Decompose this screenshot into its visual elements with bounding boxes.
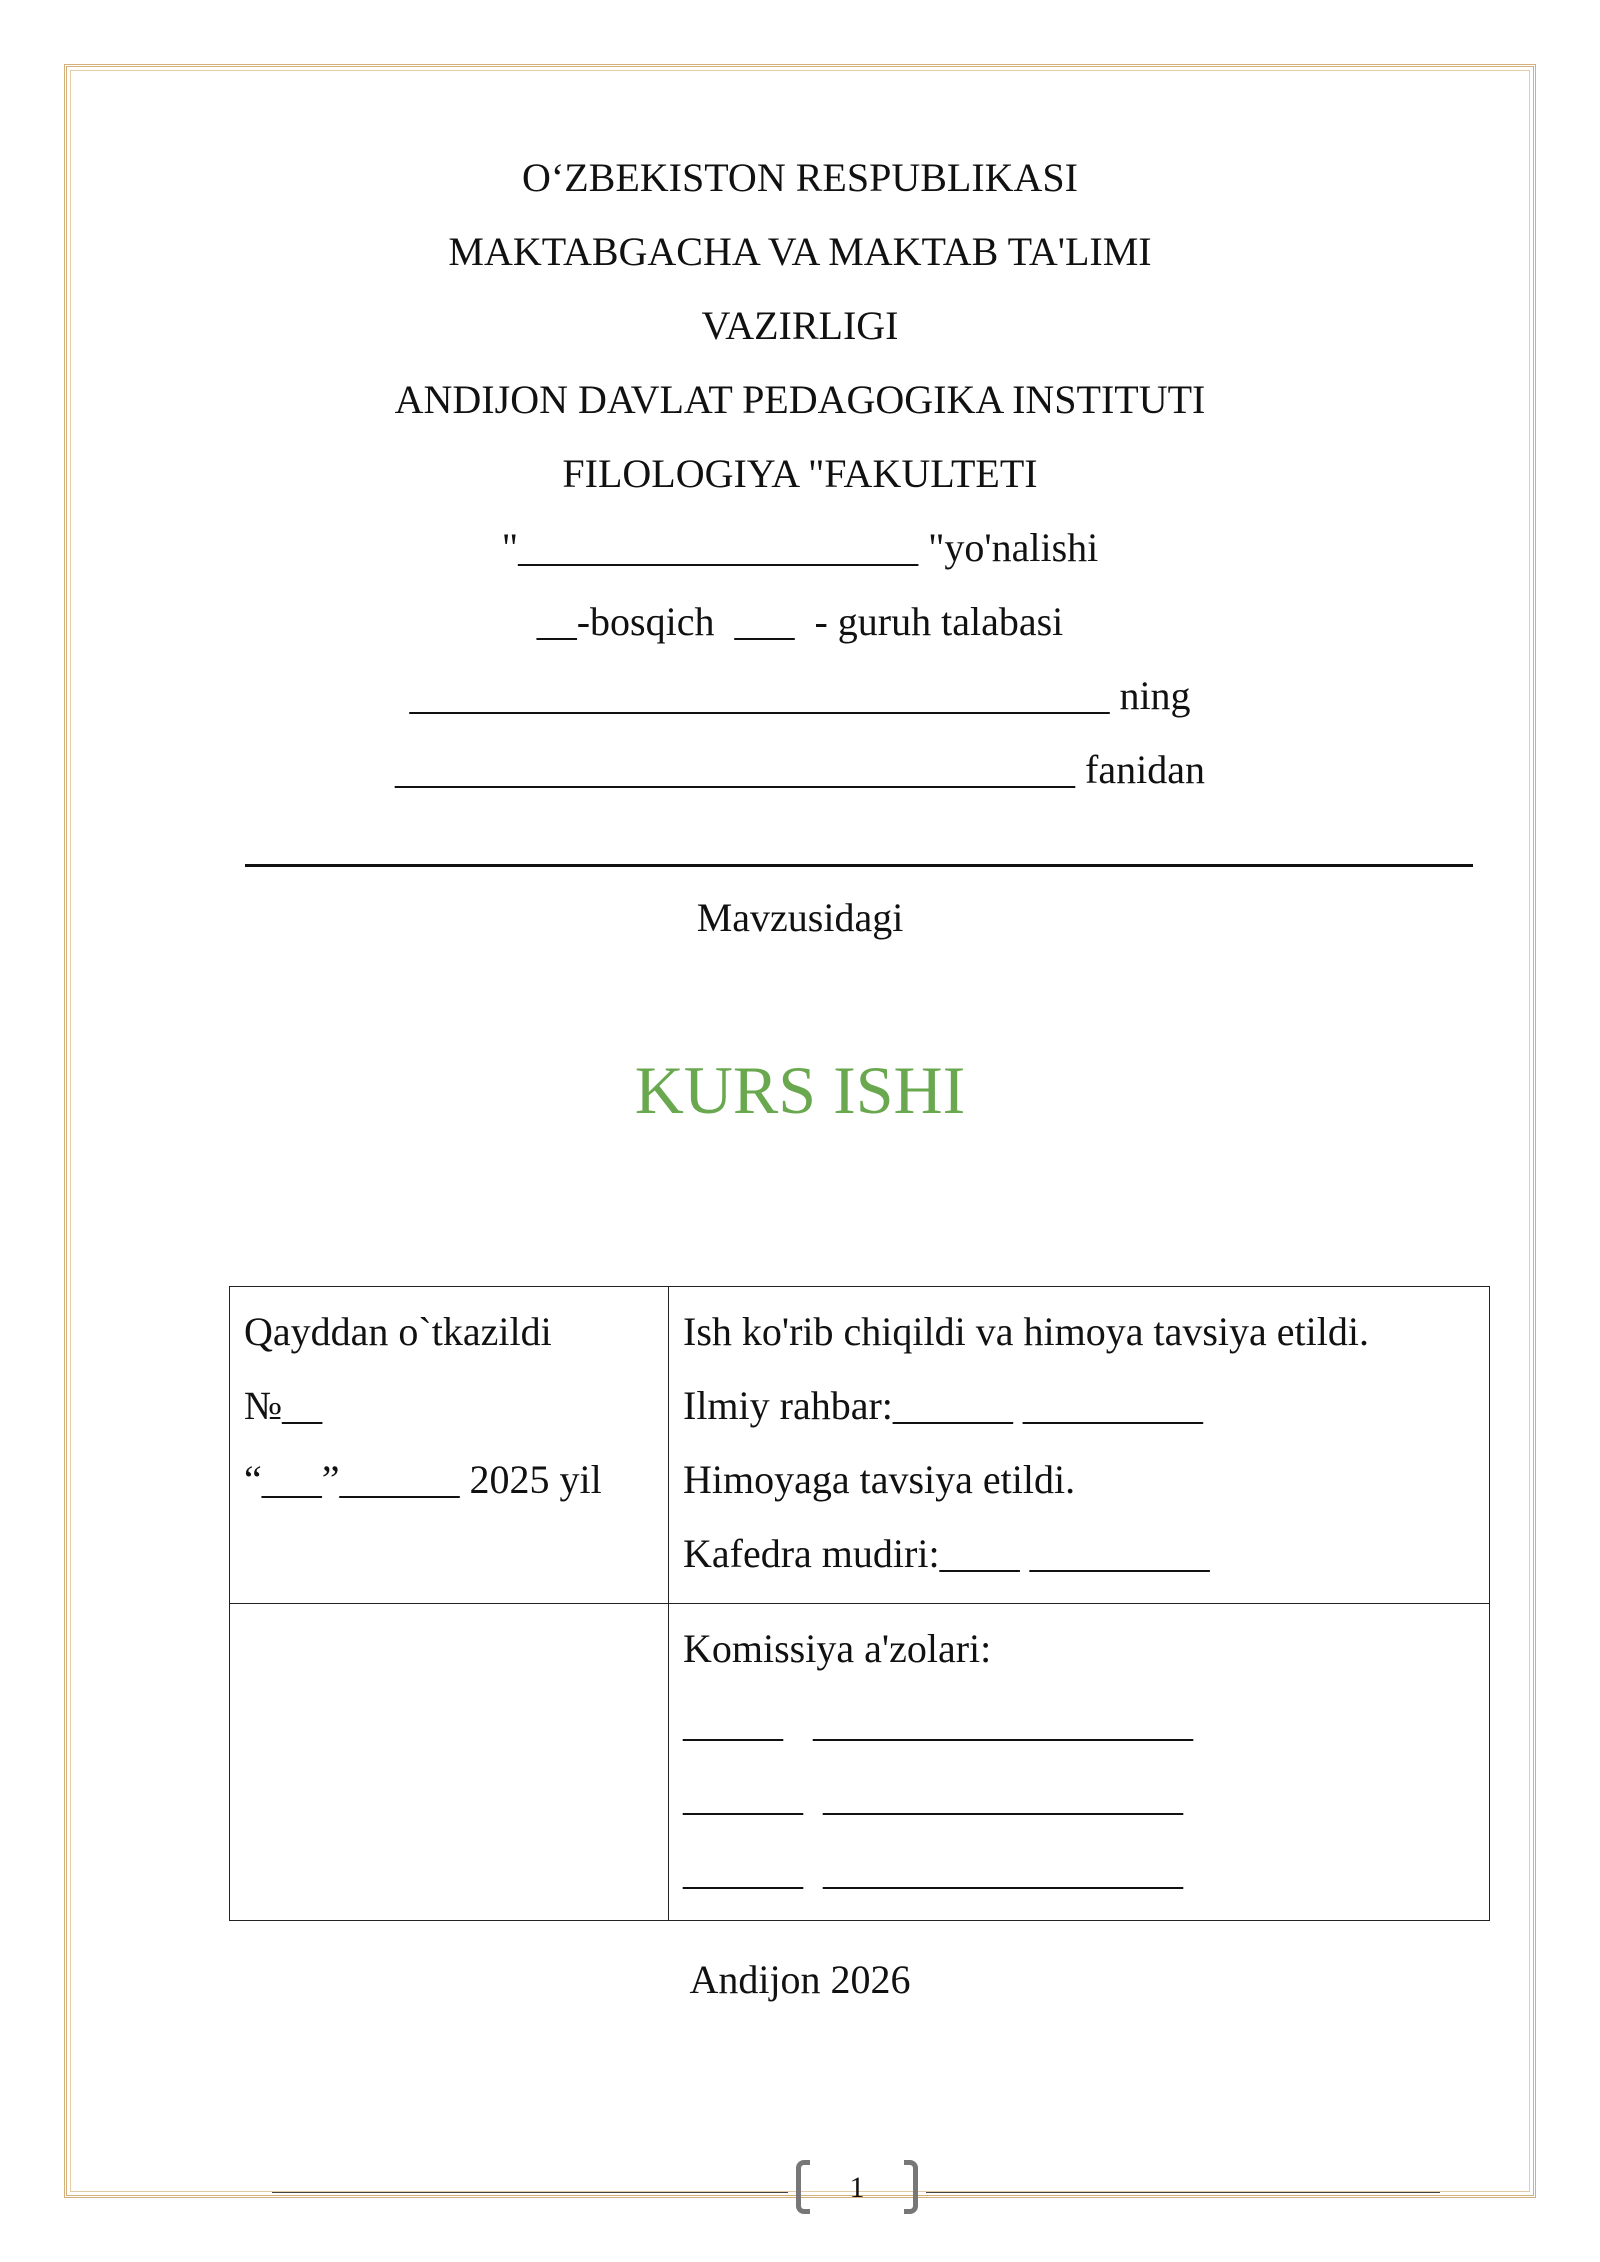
subject-line: __________________________________ fanidan (395, 747, 1205, 792)
course-group-line: __-bosqich ___ - guruh talabasi (536, 599, 1064, 644)
student-line: ___________________________________ ning (409, 673, 1191, 718)
table-row (230, 1604, 1490, 1921)
institute-heading: ANDIJON DAVLAT PEDAGOGIKA INSTITUTI (394, 377, 1206, 422)
registration-number: №__ (244, 1383, 323, 1428)
registration-date: “___”______ 2025 yil (244, 1457, 602, 1502)
review-statement: Ish ko'rib chiqildi va himoya tavsiya etildi. (683, 1309, 1369, 1354)
country-heading: O‘ZBEKISTON RESPUBLIKASI (522, 155, 1078, 200)
review-cell (669, 1287, 1490, 1604)
direction-line: "____________________ "yo'nalishi (501, 525, 1099, 570)
topic-blank-line (245, 864, 1473, 867)
topic-caption: Mavzusidagi (696, 895, 904, 940)
document-title: KURS ISHI (634, 1052, 966, 1128)
commission-member-line: ______ __________________ (683, 1774, 1183, 1819)
ministry-heading-line1: MAKTABGACHA VA MAKTAB TA'LIMI (448, 229, 1152, 274)
commission-cell (669, 1604, 1490, 1921)
commission-member-line: ______ __________________ (683, 1848, 1183, 1893)
registration-cell (230, 1287, 669, 1604)
registration-label: Qayddan o`tkazildi (244, 1309, 552, 1354)
faculty-heading: FILOLOGIYA "FAKULTETI (562, 451, 1038, 496)
page-number: 1 (849, 2171, 865, 2204)
empty-cell (230, 1604, 669, 1921)
commission-member-line: _____ ___________________ (683, 1700, 1193, 1745)
ministry-heading-line2: VAZIRLIGI (701, 303, 899, 348)
place-year: Andijon 2026 (689, 1957, 911, 2002)
commission-label: Komissiya a'zolari: (683, 1626, 992, 1671)
supervisor-line: Ilmiy rahbar:______ _________ (683, 1383, 1203, 1428)
footer-rule-right (926, 2192, 1440, 2193)
table-row (230, 1287, 1490, 1604)
approval-table (229, 1286, 1490, 1921)
right-bracket-icon (904, 2160, 918, 2214)
department-head-line: Kafedra mudiri:____ _________ (683, 1531, 1210, 1576)
page-number-box (792, 2160, 922, 2222)
footer-rule-left (272, 2192, 788, 2193)
defense-recommendation: Himoyaga tavsiya etildi. (683, 1457, 1076, 1502)
